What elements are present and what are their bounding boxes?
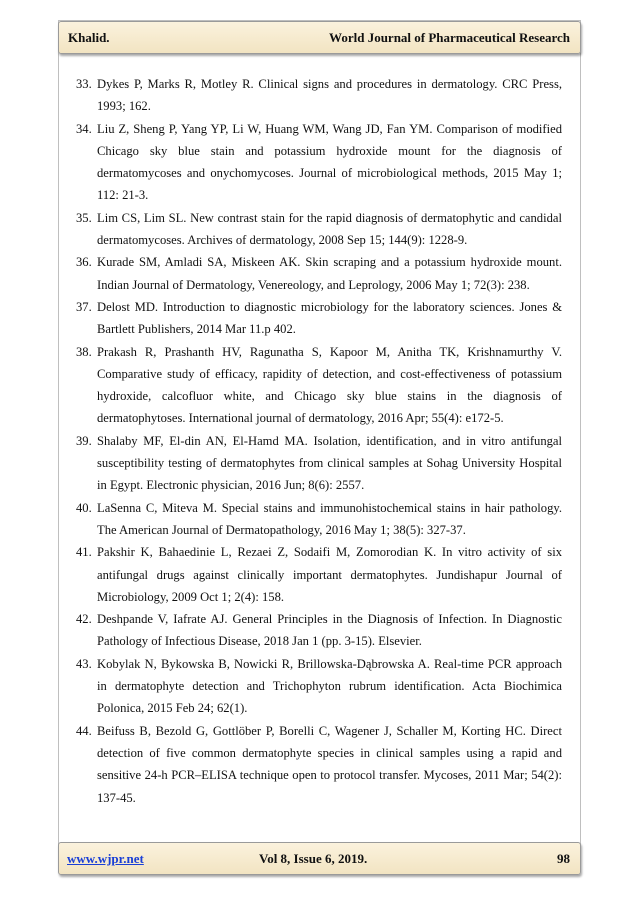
reference-text: Kurade SM, Amladi SA, Miskeen AK. Skin scraping and a potassium hydroxide mount. Indian Journal of Dermatology, Venereology, and Leprology, 2006 May 1; 72(3): 238. xyxy=(97,255,562,292)
reference-text: Deshpande V, Iafrate AJ. General Principles in the Diagnosis of Infection. In Diagnostic Pathology of Infectious Disease, 2018 Jan 1 (pp. 3-15). Elsevier. xyxy=(97,612,562,649)
reference-item xyxy=(76,608,562,653)
running-footer xyxy=(58,842,581,875)
reference-text: Kobylak N, Bykowska B, Nowicki R, Brillowska-Dąbrowska A. Real-time PCR approach in dermatophyte detection and Trichophyton rubrum identification. Acta Biochimica Polonica, 2015 Feb 24; 62(1). xyxy=(97,656,562,716)
running-header xyxy=(58,21,581,54)
reference-text: Pakshir K, Bahaedinie L, Rezaei Z, Sodaifi M, Zomorodian K. In vitro activity of six antifungal drugs against clinically important dermatophytes. Jundishapur Journal of Microbiology, 2009 Oct 1; 2(4): 158. xyxy=(97,545,562,604)
reference-number: 37. xyxy=(76,299,92,314)
reference-item xyxy=(76,207,562,252)
reference-number: 33. xyxy=(76,77,92,91)
reference-number: 36. xyxy=(76,255,92,270)
reference-text: Beifuss B, Bezold G, Gottlöber P, Borelli C, Wagener J, Schaller M, Korting HC. Direct detection of five common dermatophyte species in clinical samples using a rapid and sensitive 24-h PCR–ELISA technique open to protocol transfer. Mycoses, 2011 Mar; 54(2): 137-45. xyxy=(97,723,562,805)
reference-text: Shalaby MF, El-din AN, El-Hamd MA. Isolation, identification, and in vitro antifungal susceptibility testing of dermatophytes from clinical samples at Sohag University Hospital in Egypt. Electronic physician, 2016 Jun; 8(6): 2557. xyxy=(97,433,562,493)
reference-text: LaSenna C, Miteva M. Special stains and immunohistochemical stains in hair pathology. The American Journal of Dermatopathology, 2016 May 1; 38(5): 327-37. xyxy=(97,500,562,537)
reference-text: Delost MD. Introduction to diagnostic microbiology for the laboratory sciences. Jones & Bartlett Publishers, 2014 Mar 11.p 402. xyxy=(97,299,562,337)
reference-list xyxy=(76,73,562,809)
reference-item xyxy=(76,497,562,542)
reference-item xyxy=(76,430,562,497)
reference-number: 40. xyxy=(76,500,92,515)
reference-item xyxy=(76,251,562,296)
reference-text: Liu Z, Sheng P, Yang YP, Li W, Huang WM, Wang JD, Fan YM. Comparison of modified Chicago sky blue stain and potassium hydroxide mount for the diagnosis of dermatomycoses and onychomycoses. Journal of microbiological methods, 2015 May 1; 112: 21-3. xyxy=(97,121,562,203)
journal-website-link[interactable]: www.wjpr.net xyxy=(67,851,144,866)
page-number: 98 xyxy=(557,851,570,866)
footer-issue: Vol 8, Issue 6, 2019. xyxy=(259,851,368,866)
reference-number: 34. xyxy=(76,121,92,136)
reference-text: Prakash R, Prashanth HV, Ragunatha S, Kapoor M, Anitha TK, Krishnamurthy V. Comparative study of efficacy, rapidity of detection, and cost-effectiveness of potassium hydroxide, calcofluor white, and Chicago sky blue stains in the diagnosis of dermatophytoses. International journal of dermatology, 2016 Apr; 55(4): e172-5. xyxy=(97,344,562,426)
reference-item xyxy=(76,118,562,207)
header-journal-title: World Journal of Pharmaceutical Research xyxy=(329,29,570,45)
reference-text: Dykes P, Marks R, Motley R. Clinical signs and procedures in dermatology. CRC Press, 1993; 162. xyxy=(97,77,562,114)
reference-item xyxy=(76,720,562,809)
reference-number: 42. xyxy=(76,612,92,627)
reference-item xyxy=(76,541,562,608)
reference-number: 38. xyxy=(76,344,92,359)
reference-number: 44. xyxy=(76,723,92,738)
reference-number: 39. xyxy=(76,433,92,448)
reference-item xyxy=(76,341,562,430)
reference-text: Lim CS, Lim SL. New contrast stain for the rapid diagnosis of dermatophytic and candidal dermatomycoses. Archives of dermatology, 2008 Sep 15; 144(9): 1228-9. xyxy=(97,210,562,248)
reference-number: 41. xyxy=(76,545,92,560)
header-author: Khalid. xyxy=(68,29,110,45)
reference-number: 43. xyxy=(76,656,92,671)
reference-number: 35. xyxy=(76,210,92,225)
reference-item xyxy=(76,653,562,720)
reference-item xyxy=(76,73,562,118)
reference-item xyxy=(76,296,562,341)
